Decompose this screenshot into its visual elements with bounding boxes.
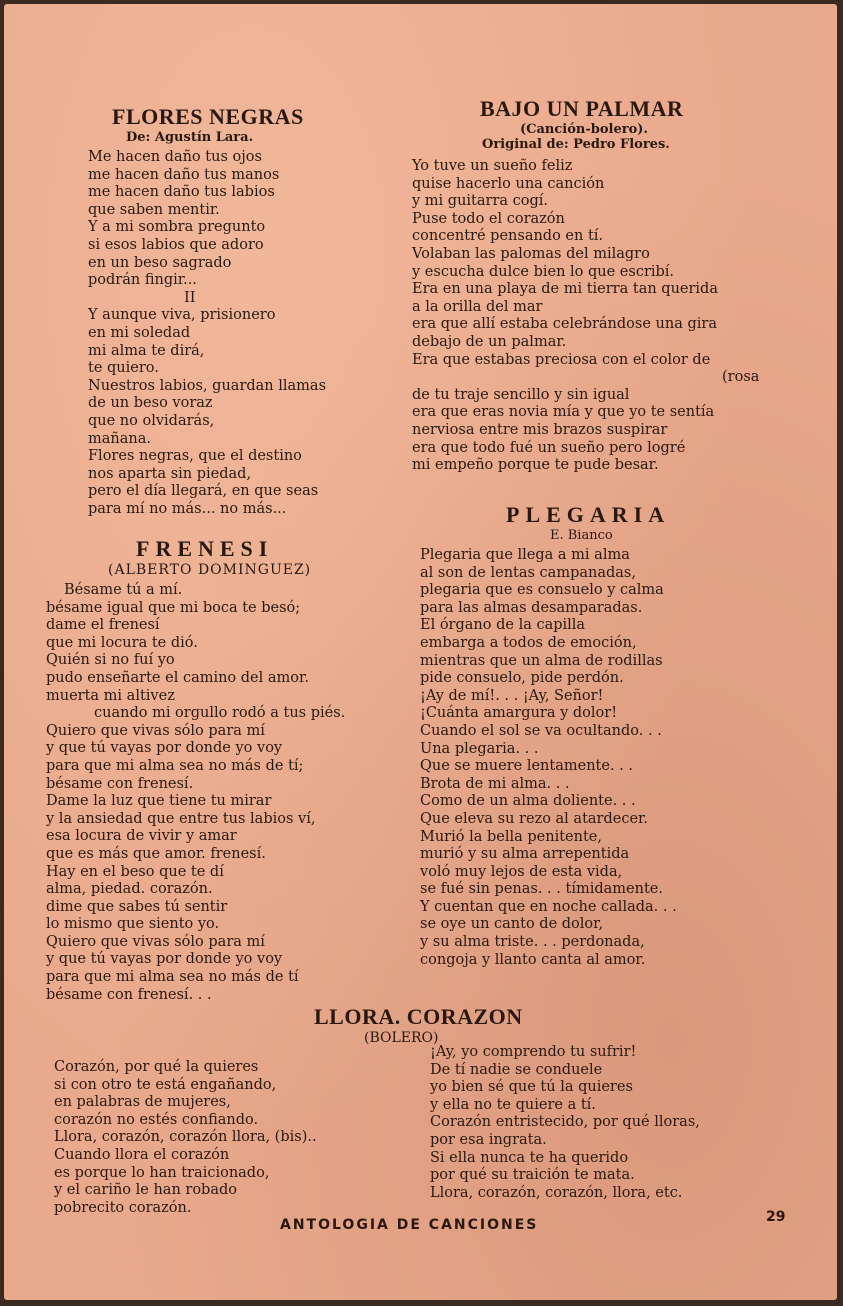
lyric-line: para que mi alma sea no más de tí: [46, 969, 299, 986]
lyric-line: Que eleva su rezo al atardecer.: [420, 810, 648, 827]
song-lyrics: [88, 149, 326, 518]
song-subtitle: (Canción-bolero).: [520, 122, 648, 137]
lyric-line: Que se muere lentamente. . .: [420, 758, 633, 775]
lyric-line: me hacen daño tus manos: [88, 166, 280, 183]
lyric-line: Era que estabas preciosa con el color de: [412, 351, 711, 368]
lyric-line: era que allí estaba celebrándose una gira: [412, 316, 717, 333]
song-subtitle: (BOLERO): [364, 1030, 439, 1046]
lyric-line: pudo enseñarte el camino del amor.: [46, 669, 309, 686]
lyric-line: para mí no más... no más...: [88, 500, 287, 517]
lyric-line: lo mismo que siento yo.: [46, 916, 220, 933]
lyric-line: yo bien sé que tú la quieres: [430, 1079, 633, 1096]
lyric-line: embarga a todos de emoción,: [420, 634, 637, 651]
lyric-line: Me hacen daño tus ojos: [88, 149, 262, 165]
song-title: FRENESI: [136, 536, 274, 561]
lyric-line: Yo tuve un sueño feliz: [412, 158, 573, 174]
lyric-line: que no olvidarás,: [88, 412, 215, 429]
lyric-line: de un beso voraz: [88, 395, 213, 412]
lyric-line: Cuando el sol se va ocultando. . .: [420, 722, 662, 739]
lyric-line: Puse todo el corazón: [412, 210, 565, 227]
page-number: 29: [766, 1209, 786, 1225]
lyric-line: Murió la bella penitente,: [420, 828, 602, 845]
song-lyrics: [420, 547, 677, 969]
lyric-line: a la orilla del mar: [412, 298, 543, 315]
lyric-line: voló muy lejos de esta vida,: [420, 863, 623, 880]
lyric-line: Una plegaria. . .: [420, 740, 539, 757]
lyric-line: se fué sin penas. . . tímidamente.: [420, 881, 663, 898]
lyric-line: muerta mi altivez: [46, 687, 175, 704]
lyric-line: pide consuelo, pide perdón.: [420, 670, 624, 687]
lyric-line: y que tú vayas por donde yo voy: [46, 740, 283, 757]
lyric-line: si con otro te está engañando,: [54, 1076, 277, 1093]
lyric-line: Plegaria que llega a mi alma: [420, 547, 630, 563]
lyric-line: esa locura de vivir y amar: [46, 828, 237, 845]
lyric-line: dame el frenesí: [46, 617, 160, 634]
lyric-line: que saben mentir.: [88, 201, 220, 218]
lyric-line: Corazón entristecido, por qué lloras,: [430, 1114, 700, 1131]
lyric-line: De tí nadie se conduele: [430, 1061, 603, 1078]
lyric-line: Bésame tú a mí.: [64, 582, 183, 598]
lyric-line: nerviosa entre mis brazos suspirar: [412, 421, 668, 438]
song-author: Original de: Pedro Flores.: [482, 137, 670, 152]
lyric-line: nos aparta sin piedad,: [88, 465, 252, 482]
song-title: FLORES NEGRAS: [112, 104, 304, 129]
song-title: PLEGARIA: [506, 502, 671, 527]
song-flores-negras: [88, 104, 326, 518]
lyric-line: mi empeño porque te pude besar.: [412, 457, 659, 474]
lyric-line: Quiero que vivas sólo para mí: [46, 933, 265, 950]
lyric-line: Volaban las palomas del milagro: [412, 245, 650, 262]
lyric-line: en palabras de mujeres,: [54, 1094, 231, 1111]
song-plegaria: [420, 502, 677, 969]
lyric-line: Quién si no fuí yo: [46, 652, 175, 669]
lyric-line: bésame igual que mi boca te besó;: [46, 599, 301, 616]
lyric-line: plegaria que es consuelo y calma: [420, 582, 664, 599]
song-lyrics: [54, 1059, 317, 1217]
song-author: E. Bianco: [550, 528, 613, 543]
songbook-page: [4, 4, 837, 1300]
lyric-line: mi alma te dirá,: [88, 342, 205, 359]
lyric-line: Nuestros labios, guardan llamas: [88, 377, 327, 394]
lyric-line: Llora, corazón, corazón, llora, etc.: [430, 1184, 683, 1201]
lyric-line: y su alma triste. . . perdonada,: [420, 934, 645, 951]
lyric-line: mañana.: [88, 430, 151, 447]
lyric-line: El órgano de la capilla: [420, 617, 586, 634]
lyric-line: dime que sabes tú sentir: [46, 898, 228, 915]
lyric-line: se oye un canto de dolor,: [420, 916, 604, 933]
lyric-line: si esos labios que adoro: [88, 236, 264, 253]
song-lyrics: [412, 158, 759, 475]
lyric-line: para que mi alma sea no más de tí;: [46, 757, 304, 774]
lyric-line: pero el día llegará, en que seas: [88, 483, 319, 500]
lyric-line: y ella no te quiere a tí.: [430, 1096, 596, 1113]
lyric-line: Y a mi sombra pregunto: [88, 219, 266, 236]
lyric-line: en mi soledad: [88, 324, 191, 341]
lyric-line: (rosa: [722, 369, 760, 386]
lyric-line: es porque lo han traicionado,: [54, 1164, 270, 1181]
lyric-line: cuando mi orgullo rodó a tus piés.: [94, 705, 346, 722]
lyric-line: Brota de mi alma. . .: [420, 775, 570, 792]
lyric-line: ¡Cuánta amargura y dolor!: [420, 705, 618, 722]
lyric-line: y la ansiedad que entre tus labios ví,: [46, 810, 316, 827]
lyric-line: me hacen daño tus labios: [88, 184, 275, 201]
lyric-line: II: [184, 289, 196, 306]
lyric-line: era que eras novia mía y que yo te sentía: [412, 404, 715, 421]
lyric-line: por esa ingrata.: [430, 1131, 547, 1148]
song-author: (ALBERTO DOMINGUEZ): [108, 562, 312, 578]
lyric-line: quise hacerlo una canción: [412, 175, 605, 192]
song-author: De: Agustín Lara.: [126, 130, 254, 145]
lyric-line: Como de un alma doliente. . .: [420, 793, 636, 810]
lyric-line: ¡Ay, yo comprendo tu sufrir!: [430, 1044, 637, 1060]
song-lyrics: [430, 1044, 700, 1202]
song-bajo-un-palmar: [412, 96, 759, 475]
lyric-line: Hay en el beso que te dí: [46, 863, 224, 880]
lyric-line: era que todo fué un sueño pero logré: [412, 439, 686, 456]
lyric-line: para las almas desamparadas.: [420, 599, 643, 616]
lyric-line: murió y su alma arrepentida: [420, 846, 630, 863]
song-llora-corazon-header: [314, 1004, 523, 1046]
lyric-line: Flores negras, que el destino: [88, 448, 302, 465]
lyric-line: Y aunque viva, prisionero: [88, 307, 276, 324]
lyric-line: Quiero que vivas sólo para mí: [46, 722, 265, 739]
book-title-footer: ANTOLOGIA DE CANCIONES: [280, 1217, 539, 1233]
lyric-line: Si ella nunca te ha querido: [430, 1149, 629, 1166]
lyric-line: Corazón, por qué la quieres: [54, 1059, 259, 1075]
song-lyrics: [46, 582, 345, 1004]
lyric-line: por qué su traición te mata.: [430, 1167, 635, 1184]
lyric-line: bésame con frenesí. . .: [46, 986, 212, 1003]
lyric-line: y el cariño le han robado: [54, 1182, 237, 1199]
lyric-line: al son de lentas campanadas,: [420, 564, 636, 581]
lyric-line: pobrecito corazón.: [54, 1199, 192, 1216]
lyric-line: te quiero.: [88, 360, 159, 377]
lyric-line: Cuando llora el corazón: [54, 1146, 230, 1163]
lyric-line: que mi locura te dió.: [46, 634, 198, 651]
lyric-line: que es más que amor. frenesí.: [46, 845, 266, 862]
lyric-line: alma, piedad. corazón.: [46, 881, 213, 898]
lyric-line: podrán fingir...: [88, 272, 197, 289]
lyric-line: mientras que un alma de rodillas: [420, 652, 663, 669]
song-frenesi: [46, 536, 345, 1004]
lyric-line: concentré pensando en tí.: [412, 228, 604, 245]
lyric-line: congoja y llanto canta al amor.: [420, 951, 646, 968]
song-llora-corazon-right: [430, 1044, 700, 1202]
song-title: LLORA. CORAZON: [314, 1004, 523, 1029]
lyric-line: en un beso sagrado: [88, 254, 232, 271]
lyric-line: Dame la luz que tiene tu mirar: [46, 793, 272, 810]
lyric-line: corazón no estés confiando.: [54, 1111, 259, 1128]
lyric-line: Era en una playa de mi tierra tan querida: [412, 281, 718, 298]
lyric-line: ¡Ay de mí!. . . ¡Ay, Señor!: [420, 687, 604, 704]
song-llora-corazon-left: [54, 1059, 317, 1217]
lyric-line: Llora, corazón, corazón llora, (bis)..: [54, 1129, 317, 1146]
lyric-line: y escucha dulce bien lo que escribí.: [412, 263, 675, 280]
lyric-line: bésame con frenesí.: [46, 775, 194, 792]
lyric-line: y mi guitarra cogí.: [412, 193, 549, 210]
song-title: BAJO UN PALMAR: [480, 96, 684, 121]
lyric-line: Y cuentan que en noche callada. . .: [420, 898, 677, 915]
lyric-line: de tu traje sencillo y sin igual: [412, 386, 630, 403]
lyric-line: y que tú vayas por donde yo voy: [46, 951, 283, 968]
lyric-line: debajo de un palmar.: [412, 333, 567, 350]
